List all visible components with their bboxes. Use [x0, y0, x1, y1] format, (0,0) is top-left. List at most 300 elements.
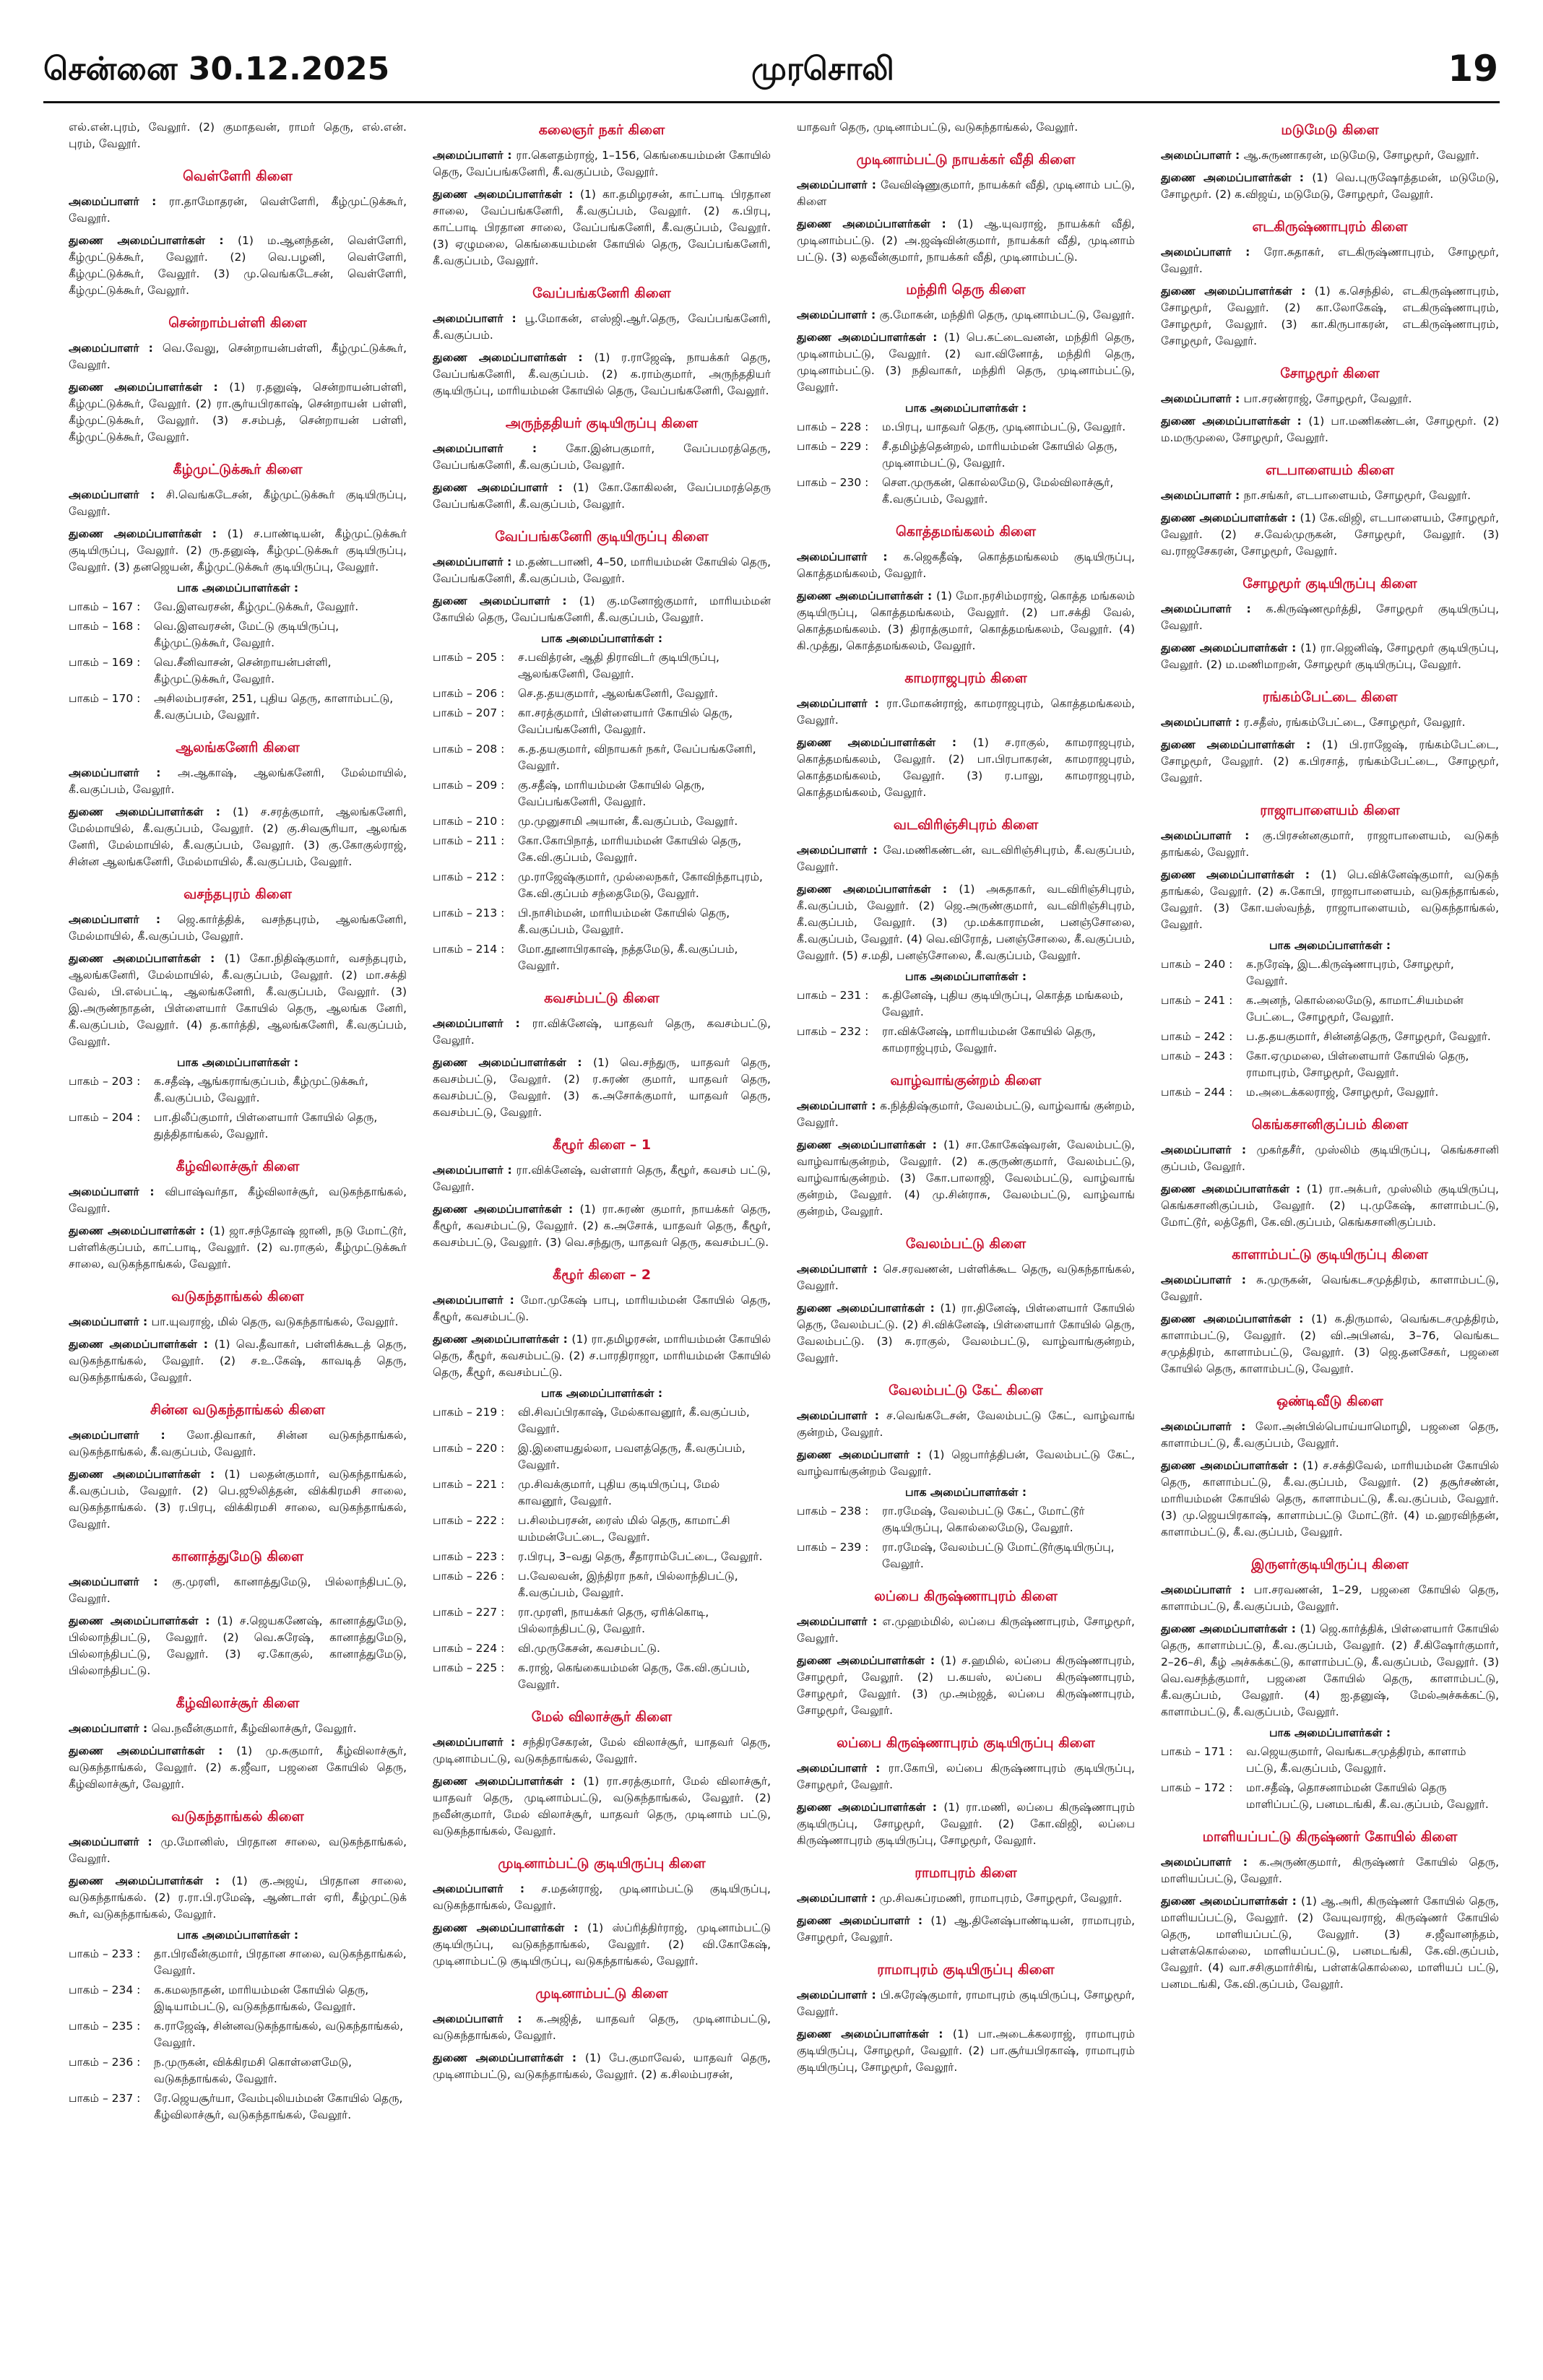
- role-label: அமைப்பாளர் :: [433, 1164, 517, 1177]
- branch-title: வாழ்வாங்குன்றம் கிளை: [890, 1073, 1042, 1089]
- role-label: துணை அமைப்பாளர்கள் :: [797, 2028, 953, 2041]
- role-label: துணை அமைப்பாளர்கள் :: [1161, 171, 1313, 184]
- member-entry: [797, 1987, 1135, 2020]
- branch-title: லப்பை கிருஷ்ணாபுரம் குடியிருப்பு கிளை: [837, 1735, 1095, 1751]
- column-2: [433, 119, 771, 2358]
- role-label: அமைப்பாளர் :: [797, 1989, 881, 2002]
- member-entry: [69, 1314, 407, 1330]
- member-details: வே.மணிகண்டன், வடவிரிஞ்சிபுரம், கீ.வகுப்பம், வேலூர்.: [797, 844, 1135, 873]
- role-label: துணை அமைப்பாளர்கள் :: [797, 217, 958, 230]
- role-label: அமைப்பாளர் :: [1161, 1856, 1260, 1869]
- member-details: (1) ச.பாண்டியன், கீழ்முட்டுக்கூர் குடியிருப்பு, வேலூர். (2) ரு.தனுஷ், கீழ்முட்டுக்கூர் குடியிருப்பு, வேலூர். (3) தனஜெயன், கீழ்முட்டுக்கூர் குடியிருப்பு, வேலூர்.: [69, 527, 407, 574]
- bagam-details: மு.முனுசாமி அயான், கீ.வகுப்பம், வேலூர்.: [518, 815, 738, 828]
- member-details: க.அருண்குமார், கிருஷ்ணர் கோயில் தெரு, மாளியப்பட்டு, வேலூர்.: [1161, 1856, 1499, 1885]
- member-details: ரா.விக்னேஷ், வள்ளார் தெரு, கீழூர், கவசம் பட்டு, வேலூர்.: [433, 1164, 771, 1193]
- role-label: அமைப்பாளர் :: [797, 178, 881, 191]
- branch-section: [797, 282, 1135, 508]
- role-label: அமைப்பாளர் :: [69, 766, 178, 779]
- issue-date: சென்னை 30.12.2025: [43, 51, 390, 87]
- member-entry: [1161, 1311, 1499, 1377]
- role-label: துணை அமைப்பாளர்கள் :: [433, 1056, 594, 1069]
- member-details: ஆ.சுருணாகரன், மடுமேடு, சோழமூர், வேலூர்.: [1243, 149, 1479, 162]
- role-label: துணை அமைப்பாளர்கள் :: [69, 1224, 209, 1237]
- bagam-heading: பாக அமைப்பாளர்கள் :: [1268, 939, 1391, 952]
- branch-title: காளாம்பட்டு குடியிருப்பு கிளை: [1232, 1247, 1428, 1263]
- branch-section: [797, 119, 1135, 136]
- branch-section: [1161, 122, 1499, 203]
- bagam-number: பாகம் – 224 :: [433, 1642, 505, 1655]
- member-details: (1) ஜா.சந்தோஷ் ஜானி, நடு மோட்டூர், பள்ளிக்குப்பம், காட்பாடி, வேலூர். (2) வ.ராகுல், கீழ்முட்டுக்கூர் சாலை, வடுகந்தாங்கல், வேலூர்.: [69, 1224, 407, 1271]
- bagam-number: பாகம் – 238 :: [797, 1505, 869, 1518]
- member-details: (1) ச.ராகுல், காமராஜபுரம், கொத்தமங்கலம், வேலூர். (2) பா.பிரபாகரன், காமராஜபுரம், கொத்தமங்கலம், வேலூர். (3) ர.பாலு, காமராஜபுரம், கொத்தமங்கலம், வேலூர்.: [797, 736, 1135, 799]
- branch-title: கீழூர் கிளை – 1: [552, 1137, 652, 1153]
- branch-title: எடகிருஷ்ணாபுரம் கிளை: [1252, 219, 1408, 235]
- branch-section: [1161, 1117, 1499, 1231]
- member-entry: [797, 696, 1135, 729]
- branch-section: [433, 285, 771, 399]
- branch-section: [797, 1236, 1135, 1367]
- bagam-row: [69, 2090, 407, 2124]
- column-4: [1161, 119, 1499, 2358]
- role-label: அமைப்பாளர் :: [69, 488, 166, 501]
- bagam-row: [797, 987, 1135, 1021]
- role-label: துணை அமைப்பாளர்கள் :: [1161, 1312, 1312, 1325]
- member-details: ரா.மோகன்ராஜ், காமராஜபுரம், கொத்தமங்கலம், வேலூர்.: [797, 697, 1135, 727]
- role-label: துணை அமைப்பாளர்கள் :: [69, 381, 230, 394]
- role-label: துணை அமைப்பாளர்கள் :: [1161, 868, 1321, 881]
- role-label: துணை அமைப்பாளர்கள் :: [797, 589, 936, 602]
- member-details: மு.மோனிஸ், பிரதான சாலை, வடுகந்தாங்கல், வேலூர்.: [69, 1835, 407, 1865]
- branch-title: வசந்தபுரம் கிளை: [183, 886, 292, 902]
- branch-section: [1161, 1557, 1499, 1813]
- role-label: அமைப்பாளர் :: [69, 195, 169, 208]
- member-entry: [1161, 147, 1499, 164]
- branch-section: [433, 1986, 771, 2083]
- bagam-number: பாகம் – 236 :: [69, 2056, 141, 2069]
- branch-section: [797, 817, 1135, 1057]
- member-entry: [433, 1292, 771, 1325]
- role-label: அமைப்பாளர் :: [433, 1017, 532, 1030]
- bagam-details: ம.அடைக்கலராஜ், சோழமூர், வேலூர்.: [1246, 1086, 1439, 1099]
- role-label: அமைப்பாளர் :: [797, 308, 880, 321]
- member-entry: [1161, 737, 1499, 787]
- member-details: மு.சிவசுப்ரமணி, ராமாபுரம், சோழமூர், வேலூர்.: [879, 1892, 1123, 1905]
- article-columns: [69, 119, 1499, 2358]
- member-entry: [433, 147, 771, 181]
- role-label: துணை அமைப்பாளர்கள் :: [797, 1801, 944, 1814]
- member-entry: [69, 1743, 407, 1793]
- bagam-row: [433, 941, 771, 974]
- branch-title: ராமாபுரம் கிளை: [915, 1865, 1017, 1881]
- member-details: யாதவர் தெரு, முடினாம்பட்டு, வடுகந்தாங்கல், வேலூர்.: [797, 121, 1079, 134]
- role-label: துணை அமைப்பாளர்கள் :: [433, 1333, 572, 1346]
- bagam-row: [433, 705, 771, 738]
- bagam-details: க.தினேஷ், புதிய குடியிருப்பு, கொத்த மங்கலம், வேலூர்.: [882, 989, 1123, 1018]
- role-label: அமைப்பாளர் :: [433, 312, 525, 325]
- branch-title: மந்திரி தெரு கிளை: [906, 282, 1026, 298]
- bagam-number: பாகம் – 240 :: [1161, 958, 1233, 971]
- bagam-details: க.சதீஷ், ஆங்கராங்குப்பம், கீழ்முட்டுக்கூர், கீ.வகுப்பம், வேலூர்.: [154, 1075, 368, 1104]
- bagam-row: [69, 599, 407, 615]
- branch-section: [797, 1865, 1135, 1946]
- member-details: (1) ஆ.தினேஷ்பாண்டியன், ராமாபுரம், சோழமூர், வேலூர்.: [797, 1914, 1135, 1944]
- member-entry: [69, 233, 407, 299]
- member-entry: [797, 1447, 1135, 1480]
- bagam-row: [433, 1640, 771, 1657]
- role-label: துணை அமைப்பாளர்கள் :: [69, 1874, 232, 1887]
- member-entry: [797, 1653, 1135, 1719]
- member-entry: [69, 1613, 407, 1679]
- member-details: பா.சரண்ராஜ், சோழமூர், வேலூர்.: [1243, 392, 1412, 405]
- member-entry: [797, 842, 1135, 875]
- role-label: துணை அமைப்பாளர்கள் :: [69, 1744, 237, 1757]
- member-entry: [797, 1799, 1135, 1849]
- bagam-heading: பாக அமைப்பாளர்கள் :: [540, 1387, 663, 1400]
- member-entry: [797, 216, 1135, 266]
- bagam-details: இ.இளையதுல்லா, பவளத்தெரு, கீ.வகுப்பம், வேலூர்.: [518, 1442, 745, 1471]
- role-label: அமைப்பாளர் :: [797, 1762, 889, 1775]
- branch-section: [69, 119, 407, 152]
- member-entry: [797, 1913, 1135, 1946]
- member-details: வெ.நவீன்குமார், கீழ்விலாச்சூர், வேலூர்.: [151, 1722, 357, 1735]
- role-label: அமைப்பாளர் :: [1161, 1143, 1257, 1156]
- bagam-details: மா.சதீஷ், தொசனாம்மன் கோயில் தெரு மாளிப்பட்டு, பனமடங்கி, கீ.வ.குப்பம், வேலூர்.: [1246, 1781, 1489, 1811]
- bagam-row: [797, 438, 1135, 472]
- member-details: (1) பா.அடைக்கலராஜ், ராமாபுரம் குடியிருப்பு, சோழமூர், வேலூர். (2) பா.சூர்யபிரகாஷ், ராமாபுரம் குடியிருப்பு, சோழமூர், வேலூர்.: [797, 2028, 1135, 2074]
- member-details: (1) ரா.ஜெனிஷ், சோழமூர் குடியிருப்பு, வேலூர். (2) ம.மணிமாறன், சோழமூர் குடியிருப்பு, வேலூர்.: [1161, 641, 1499, 671]
- bagam-number: பாகம் – 227 :: [433, 1606, 505, 1619]
- member-details: (1) பி.ராஜேஷ், ரங்கம்பேட்டை, சோழமூர், வேலூர். (2) க.பிரசாத், ரங்கம்பேட்டை, சோழமூர், வேலூர்.: [1161, 738, 1499, 784]
- branch-title: இருளர்குடியிருப்பு கிளை: [1251, 1557, 1409, 1572]
- member-details: (1) ரா.தினேஷ், பிள்ளையார் கோயில் தெரு, வேலம்பட்டு. (2) சி.விக்னேஷ், பிள்ளையார் கோயில் தெரு, வேலம்பட்டு. (3) சு.ராகுல், வேலம்பட்டு, வாழ்வாங்குன்றம், வேலூர்.: [797, 1302, 1135, 1364]
- branch-title: சோழமூர் கிளை: [1280, 365, 1380, 381]
- member-details: ரா.கௌதம்ராஜ், 1–156, கெங்கையம்மன் கோயில் தெரு, வேப்பங்கனேரி, கீ.வகுப்பம், வேலூர்.: [433, 149, 771, 178]
- member-details: (1) வெ.தீவாகர், பள்ளிக்கூடத் தெரு, வடுகந்தாங்கல், வேலூர். (2) ச.உ.கேஷ், காவடித் தெரு, வடுகந்தாங்கல், வேலூர்.: [69, 1338, 407, 1384]
- header-rule: [43, 101, 1500, 103]
- bagam-number: பாகம் – 220 :: [433, 1442, 505, 1455]
- role-label: அமைப்பாளர் :: [69, 1429, 187, 1442]
- member-details: (1) ச.சக்திவேல், மாரியம்மன் கோயில் தெரு, காளாம்பட்டு, கீ.வ.குப்பம், வேலூர். (2) தசூர்சண்ன், மாரியம்மன் கோயில் தெரு, காளாம்பட்டு, கீ.வ.குப்பம், வேலூர். (3) மு.ஜெயபிரகாஷ், காளாம்பட்டு மோட்டூர். (4) ம.ஹரவிந்தன், காளாம்பட்டு, கீ.வ.குப்பம், வேலூர்.: [1161, 1459, 1499, 1539]
- branch-title: வடுகந்தாங்கல் கிளை: [171, 1289, 304, 1304]
- branch-title: முடினாம்பட்டு குடியிருப்பு கிளை: [498, 1856, 706, 1871]
- bagam-row: [1161, 1744, 1499, 1777]
- member-entry: [1161, 601, 1499, 634]
- bagam-number: பாகம் – 232 :: [797, 1025, 869, 1038]
- bagam-row: [433, 777, 771, 810]
- member-details: செ.சரவணன், பள்ளிக்கூட தெரு, வடுகந்தாங்கல், வேலூர்.: [797, 1263, 1135, 1292]
- bagam-details: கா.சரத்குமார், பிள்ளையார் கோயில் தெரு, வேப்பங்கனேரி, வேலூர்.: [518, 706, 733, 736]
- member-entry: [69, 1721, 407, 1737]
- member-details: க.கிருஷ்ணமூர்த்தி, சோழமூர் குடியிருப்பு, வேலூர்.: [1161, 602, 1499, 632]
- member-details: (1) க.திருமால், வெங்கடசமுத்திரம், காளாம்பட்டு, வேலூர். (2) வி.அபினவ், 3–76, வெங்கட சமுத்திரம், காளாம்பட்டு, வேலூர். (3) ஜெ.தனசேகர், பஜனை கோயில் தெரு, காளாம்பட்டு, வேலூர்.: [1161, 1312, 1499, 1375]
- bagam-details: ர.பிரபு, 3–வது தெரு, சீதாராம்பேட்டை, வேலூர்.: [518, 1550, 763, 1563]
- bagam-details: ரா.ரமேஷ், வேலம்பட்டு மோட்டூர்குடியிருப்பு, வேலூர்.: [882, 1541, 1115, 1570]
- role-label: அமைப்பாளர் :: [797, 697, 887, 710]
- role-label: துணை அமைப்பாளர் :: [433, 594, 579, 607]
- page-header: [0, 0, 1543, 108]
- member-entry: [69, 119, 407, 152]
- branch-title: சின்ன வடுகந்தாங்கல் கிளை: [150, 1402, 325, 1418]
- member-entry: [797, 1137, 1135, 1220]
- bagam-row: [433, 741, 771, 774]
- member-details: பா.சரவணன், 1–29, பஜனை கோயில் தெரு, காளாம்பட்டு, கீ.வகுப்பம், வேலூர்.: [1161, 1583, 1499, 1613]
- member-details: ரோ.சுதாகர், எடகிருஷ்ணாபுரம், சோழமூர், வேலூர்.: [1161, 246, 1499, 275]
- member-details: (1) பே.குமாவேல், யாதவர் தெரு, முடினாம்பட்டு, வடுகந்தாங்கல், வேலூர். (2) க.சிலம்பரசன்,: [433, 2051, 771, 2081]
- member-details: விபாஷ்வர்தா, கீழ்விலாச்சூர், வடுகந்தாங்கல், வேலூர்.: [69, 1185, 407, 1215]
- branch-title: வெள்ளேரி கிளை: [183, 168, 293, 184]
- bagam-row: [69, 1109, 407, 1143]
- member-details: லோ.திவாகர், சின்ன வடுகந்தாங்கல், வடுகந்தாங்கல், கீ.வகுப்பம், வேலூர்.: [69, 1429, 407, 1458]
- role-label: துணை அமைப்பாளர்கள் :: [433, 1203, 580, 1216]
- role-label: துணை அமைப்பாளர் :: [433, 481, 574, 494]
- member-details: வேவிஷ்ணுகுமார், நாயக்கர் வீதி, முடினாம் பட்டு, கிளை: [797, 178, 1135, 208]
- member-entry: [69, 804, 407, 870]
- bagam-number: பாகம் – 233 :: [69, 1947, 141, 1960]
- branch-section: [1161, 689, 1499, 787]
- member-details: க.நித்திஷ்குமார், வேலம்பட்டு, வாழ்வாங் குன்றம், வேலூர்.: [797, 1099, 1135, 1129]
- role-label: அமைப்பாளர் :: [797, 1892, 880, 1905]
- member-details: முகர்தசீர், முஸ்லிம் குடியிருப்பு, கெங்கசானி குப்பம், வேலூர்.: [1161, 1143, 1499, 1173]
- role-label: அமைப்பாளர் :: [1161, 829, 1263, 842]
- bagam-number: பாகம் – 229 :: [797, 440, 869, 453]
- member-entry: [1161, 244, 1499, 277]
- bagam-row: [433, 1440, 771, 1474]
- member-entry: [1161, 413, 1499, 446]
- role-label: துணை அமைப்பாளர் :: [797, 1914, 931, 1927]
- bagam-number: பாகம் – 241 :: [1161, 994, 1233, 1007]
- member-entry: [433, 2011, 771, 2044]
- bagam-details: பி.நாசிம்மன், மாரியம்மன் கோயில் தெரு, கீ.வகுப்பம், வேலூர்.: [518, 906, 730, 936]
- bagam-number: பாகம் – 222 :: [433, 1514, 505, 1527]
- branch-section: [69, 740, 407, 870]
- bagam-number: பாகம் – 242 :: [1161, 1030, 1233, 1043]
- branch-title: கலைஞர் நகர் கிளை: [538, 122, 665, 138]
- role-label: துணை அமைப்பாளர்கள் :: [1161, 1622, 1300, 1635]
- bagam-details: க.ராஜேஷ், சின்னவடுகந்தாங்கல், வடுகந்தாங்கல், வேலூர்.: [154, 2020, 404, 2049]
- role-label: துணை அமைப்பாளர்கள் :: [1161, 285, 1315, 298]
- branch-title: கொத்தமங்கலம் கிளை: [895, 524, 1037, 540]
- bagam-number: பாகம் – 225 :: [433, 1661, 505, 1674]
- branch-title: கானாத்துமேடு கிளை: [171, 1549, 304, 1565]
- member-details: ரா.தாமோதரன், வெள்ளேரி, கீழ்முட்டுக்கூர், வேலூர்.: [69, 195, 407, 225]
- bagam-heading: பாக அமைப்பாளர்கள் :: [176, 1929, 299, 1942]
- bagam-details: வி.முருகேசன், கவசம்பட்டு.: [518, 1642, 660, 1655]
- bagam-number: பாகம் – 223 :: [433, 1550, 505, 1563]
- member-details: (1) பெ.கட்டைவனன், மந்திரி தெரு, முடினாம்பட்டு, வேலூர். (2) வா.வினோத், மந்திரி தெரு, முடினாம்பட்டு. (3) நதிவாகர், மந்திரி தெரு, முடினாம்பட்டு, வேலூர்.: [797, 331, 1135, 394]
- role-label: துணை அமைப்பாளர்கள் :: [1161, 1895, 1301, 1908]
- role-label: அமைப்பாளர் :: [69, 1835, 161, 1848]
- member-details: எல்.என்.புரம், வேலூர். (2) குமாதவன், ராமர் தெரு, எல்.என். புரம், வேலூர்.: [69, 121, 407, 150]
- member-entry: [1161, 714, 1499, 731]
- member-details: (1) வெ.புருஷோத்தமன், மடுமேடு, சோழமூர். (2) க.விஜய், மடுமேடு, சோழமூர், வேலூர்.: [1161, 171, 1499, 201]
- member-details: வெ.வேலு, சென்றாயன்பள்ளி, கீழ்முட்டுக்கூர், வேலூர்.: [69, 342, 407, 371]
- bagam-row: [1161, 1048, 1499, 1081]
- member-entry: [433, 1016, 771, 1049]
- branch-section: [797, 1073, 1135, 1220]
- branch-section: [69, 1289, 407, 1386]
- member-details: (1) பலதன்குமார், வடுகந்தாங்கல், கீ.வகுப்பம், வேலூர். (2) பெ.ஜூலித்தன், விக்கிரமசி சாலை, வடுகந்தாங்கல். (3) ர.பிரபு, விக்கிரமசி சாலை, வடுகந்தாங்கல், வேலூர்.: [69, 1468, 407, 1531]
- member-entry: [433, 350, 771, 399]
- bagam-number: பாகம் – 237 :: [69, 2092, 141, 2105]
- member-entry: [797, 329, 1135, 396]
- bagam-row: [433, 1660, 771, 1693]
- member-entry: [433, 1920, 771, 1970]
- member-entry: [433, 1331, 771, 1381]
- bagam-details: வெ.சீனிவாசன், சென்றாயன்பள்ளி, கீழ்முட்டுக்கூர், வேலூர்.: [154, 656, 332, 685]
- bagam-details: சௌ.முருகன், கொல்லமேடு, மேல்விலாச்சூர், கீ.வகுப்பம், வேலூர்.: [882, 476, 1114, 506]
- member-details: (1) கோ.கோகிலன், வேப்பமரத்தெரு வேப்பங்கனேரி, கீ.வகுப்பம், வேலூர்.: [433, 481, 771, 511]
- branch-title: வேலம்பட்டு கிளை: [905, 1236, 1026, 1252]
- member-details: (1) கு.அஜய், பிரதான சாலை, வடுகந்தாங்கல். (2) ர.ரா.பி.ரமேஷ், ஆண்டாள் ஏரி, கீழ்முட்டுக் கூர், வடுகந்தாங்கல், வேலூர்.: [69, 1874, 407, 1921]
- role-label: அமைப்பாளர் :: [433, 555, 516, 568]
- bagam-details: க.கமலநாதன், மாரியம்மன் கோயில் தெரு, இடியாம்பட்டு, வடுகந்தாங்கல், வேலூர்.: [154, 1983, 369, 2013]
- member-entry: [1161, 867, 1499, 933]
- bagam-heading: பாக அமைப்பாளர்கள் :: [176, 581, 299, 594]
- member-details: (1) ரா.சரத்குமார், மேல் விலாச்சூர், யாதவர் தெரு, முடினாம்பட்டு, வடுகந்தாங்கல், வேலூர். (2) நவீன்குமார், மேல் விலாச்சூர், யாதவர் தெரு, முடினாம் பட்டு, வடுகந்தாங்கல், வேலூர்.: [433, 1775, 771, 1838]
- role-label: அமைப்பாளர் :: [433, 442, 566, 455]
- member-details: எ.முஹம்மில், லப்பை கிருஷ்ணாபுரம், சோழமூர், வேலூர்.: [797, 1615, 1135, 1645]
- branch-title: மாளியப்பட்டு கிருஷ்ணர் கோயில் கிளை: [1202, 1829, 1458, 1845]
- role-label: துணை அமைப்பாளர்கள் :: [69, 234, 238, 247]
- branch-section: [433, 529, 771, 974]
- bagam-number: பாகம் – 207 :: [433, 706, 505, 719]
- member-details: (1) ஆ.யுவராஜ், நாயக்கர் வீதி, முடினாம்பட்டு. (2) அ.ஜஷ்வின்குமார், நாயக்கர் வீதி, முடினாம் பட்டு. (3) லதவீன்குமார், நாயக்கர் வீதி, முடினாம்பட்டு.: [797, 217, 1135, 264]
- bagam-number: பாகம் – 239 :: [797, 1541, 869, 1554]
- member-details: பி.சுரேஷ்குமார், ராமாபுரம் குடியிருப்பு, சோழமூர், வேலூர்.: [797, 1989, 1135, 2018]
- branch-title: முடினாம்பட்டு நாயக்கர் வீதி கிளை: [856, 152, 1076, 168]
- bagam-details: ரா.முரளி, நாயக்கர் தெரு, ஏரிக்கொடி, பில்லாந்திபட்டு, வேலூர்.: [518, 1606, 709, 1635]
- member-entry: [1161, 283, 1499, 350]
- member-details: லோ.அன்பில்பொய்யாமொழி, பஜனை தெரு, காளாம்பட்டு, கீ.வகுப்பம், வேலூர்.: [1161, 1420, 1499, 1450]
- bagam-heading: பாக அமைப்பாளர்கள் :: [176, 1056, 299, 1069]
- bagam-row: [433, 1604, 771, 1637]
- member-details: அ.ஆகாஷ், ஆலங்கனேரி, மேல்மாயில், கீ.வகுப்பம், வேலூர்.: [69, 766, 407, 796]
- bagam-details: கோ.ஏமுமலை, பிள்ளையார் கோயில் தெரு, ராமாபுரம், சோழமூர், வேலூர்.: [1246, 1050, 1469, 1079]
- bagam-details: மோ.தூனாபிரகாஷ், நத்தமேடு, கீ.வகுப்பம், வேலூர்.: [518, 943, 738, 972]
- branch-title: எடபாளையம் கிளை: [1265, 462, 1395, 478]
- member-entry: [433, 554, 771, 587]
- bagam-details: க.அனந், கொல்லைமேடு, காமாட்சியம்மன் பேட்டை, சோழமூர், வேலூர்.: [1246, 994, 1464, 1024]
- branch-title: கெங்கசானிகுப்பம் கிளை: [1251, 1117, 1409, 1133]
- bagam-number: பாகம் – 169 :: [69, 656, 141, 669]
- bagam-details: ம.பிரபு, யாதவர் தெரு, முடினாம்பட்டு, வேலூர்.: [882, 420, 1126, 433]
- bagam-number: பாகம் – 230 :: [797, 476, 869, 489]
- member-entry: [433, 2050, 771, 2083]
- branch-section: [1161, 1393, 1499, 1541]
- branch-title: லப்பை கிருஷ்ணாபுரம் கிளை: [874, 1588, 1058, 1604]
- member-entry: [1161, 1272, 1499, 1305]
- member-entry: [69, 379, 407, 446]
- member-details: (1) ரா.அக்பர், முஸ்லிம் குடியிருப்பு, கெங்கசானிகுப்பம், வேலூர். (2) பு.முகேஷ், காளாம்பட்டு, மோட்டூர், லத்தேரி, கே.வி.குப்பம், கெங்கசானிகுப்பம்.: [1161, 1182, 1499, 1229]
- bagam-details: க.நரேஷ், இட.கிருஷ்ணாபுரம், சோழமூர், வேலூர்.: [1246, 958, 1454, 987]
- role-label: துணை அமைப்பாளர்கள் :: [433, 188, 580, 201]
- bagam-number: பாகம் – 212 :: [433, 870, 505, 883]
- branch-title: ரங்கம்பேட்டை கிளை: [1262, 689, 1398, 705]
- bagam-row: [69, 654, 407, 688]
- member-details: ரா.விக்னேஷ், யாதவர் தெரு, கவசம்பட்டு, வேலூர்.: [433, 1017, 771, 1047]
- member-entry: [797, 735, 1135, 801]
- branch-section: [69, 886, 407, 1143]
- branch-title: மடுமேடு கிளை: [1281, 122, 1379, 138]
- branch-section: [1161, 576, 1499, 673]
- member-entry: [1161, 1142, 1499, 1175]
- bagam-details: மு.சிவக்குமார், புதிய குடியிருப்பு, மேல் காவனூர், வேலூர்.: [518, 1478, 720, 1507]
- member-details: (1) வெ.சந்துரு, யாதவர் தெரு, கவசம்பட்டு, வேலூர். (2) ர.சுரண் குமார், யாதவர் தெரு, கவசம்பட்டு, வேலூர். (3) க.அசோக்குமார், யாதவர் தெரு, கவசம்பட்டு, வேலூர்.: [433, 1056, 771, 1119]
- member-details: (1) ச.சரத்குமார், ஆலங்கனேரி, மேல்மாயில், கீ.வகுப்பம், வேலூர். (2) கு.சிவசூரியா, ஆலங்க னேரி, மேல்மாயில், கீ.வகுப்பம், வேலூர். (3) கு.கோகுல்ராஜ், சின்ன ஆலங்கனேரி, மேல்மாயில், கீ.வகுப்பம், வேலூர்.: [69, 805, 407, 868]
- role-label: துணை அமைப்பாளர்கள் :: [1161, 1182, 1307, 1195]
- branch-title: மேல் விலாச்சூர் கிளை: [531, 1709, 673, 1725]
- branch-title: கவசம்பட்டு கிளை: [544, 990, 660, 1006]
- member-details: கு.முரளி, கானாத்துமேடு, பில்லாந்திபட்டு, வேலூர்.: [69, 1575, 407, 1605]
- branch-title: முடினாம்பட்டு கிளை: [535, 1986, 668, 2002]
- branch-section: [1161, 219, 1499, 350]
- bagam-number: பாகம் – 244 :: [1161, 1086, 1233, 1099]
- member-details: (1) கோ.நிதிஷ்குமார், வசந்தபுரம், ஆலங்கனேரி, மேல்மாயில், கீ.வகுப்பம், வேலூர். (2) மா.சக்தி வேல், பி.எல்பட்டி, ஆலங்கனேரி, கீ.வகுப்பம், வேலூர். (3) இ.அருண்நாதன், பிள்ளையார் கோயில் தெரு, ஆலங்க னேரி, கீ.வகுப்பம், வேலூர். (4) த.கார்த்தி, ஆலங்கனேரி, கீ.வகுப்பம், வேலூர்.: [69, 952, 407, 1048]
- bagam-row: [797, 419, 1135, 436]
- member-entry: [69, 1466, 407, 1533]
- role-label: அமைப்பாளர் :: [69, 1575, 173, 1588]
- member-entry: [797, 1614, 1135, 1647]
- branch-title: கீழ்முட்டுக்கூர் கிளை: [173, 462, 303, 477]
- member-entry: [797, 881, 1135, 964]
- member-entry: [1161, 1854, 1499, 1887]
- member-entry: [433, 186, 771, 269]
- bagam-heading: பாக அமைப்பாளர்கள் :: [904, 402, 1027, 415]
- bagam-row: [797, 1539, 1135, 1572]
- member-entry: [69, 1427, 407, 1461]
- member-entry: [69, 526, 407, 576]
- branch-title: அருந்ததியர் குடியிருப்பு கிளை: [505, 415, 699, 431]
- member-details: (1) ச.ஜெயகணேஷ், கானாத்துமேடு, பில்லாந்திபட்டு, வேலூர். (2) வெ.சுரேஷ், கானாத்துமேடு, பில்லாந்திபட்டு, வேலூர். (3) ஏ.கோகுல், கானாத்துமேடு, பில்லாந்திபட்டு.: [69, 1614, 407, 1677]
- role-label: அமைப்பாளர் :: [797, 1409, 887, 1422]
- role-label: அமைப்பாளர் :: [433, 1294, 521, 1307]
- member-entry: [797, 1261, 1135, 1294]
- bagam-number: பாகம் – 213 :: [433, 906, 505, 919]
- bagam-number: பாகம் – 167 :: [69, 600, 141, 613]
- role-label: அமைப்பாளர் :: [1161, 489, 1244, 502]
- member-details: (1) ஸ்ப்ரித்திர்ராஜ், முடினாம்பட்டு குடியிருப்பு, வடுகந்தாங்கல், வேலூர். (2) வி.கோகேஷ், முடினாம்பட்டு குடியிருப்பு, வடுகந்தாங்கல், வேலூர்.: [433, 1921, 771, 1968]
- bagam-number: பாகம் – 231 :: [797, 989, 869, 1002]
- bagam-number: பாகம் – 228 :: [797, 420, 869, 433]
- role-label: துணை அமைப்பாளர்கள் :: [69, 805, 233, 818]
- member-entry: [433, 1734, 771, 1767]
- member-entry: [797, 177, 1135, 210]
- member-entry: [69, 912, 407, 945]
- branch-title: கீழூர் கிளை – 2: [552, 1267, 652, 1283]
- bagam-details: க.ராஜ், கெங்கையம்மன் தெரு, கே.வி.குப்பம், வேலூர்.: [518, 1661, 750, 1691]
- bagam-heading: பாக அமைப்பாளர்கள் :: [904, 1486, 1027, 1499]
- role-label: துணை அமைப்பாளர்கள் :: [69, 527, 228, 540]
- bagam-details: ப.சிலம்பரசன், ரைஸ் மில் தெரு, காமாட்சி யம்மன்பேட்டை, வேலூர்.: [518, 1514, 730, 1544]
- bagam-row: [797, 1024, 1135, 1057]
- role-label: அமைப்பாளர் :: [1161, 246, 1264, 259]
- role-label: அமைப்பாளர் :: [797, 1263, 883, 1276]
- role-label: அமைப்பாளர் :: [69, 1722, 152, 1735]
- member-entry: [797, 1408, 1135, 1441]
- member-entry: [1161, 170, 1499, 203]
- bagam-row: [433, 905, 771, 938]
- branch-section: [797, 1382, 1135, 1572]
- bagam-row: [433, 685, 771, 702]
- member-entry: [797, 119, 1135, 136]
- role-label: துணை அமைப்பாளர்கள் :: [1161, 738, 1323, 751]
- branch-section: [797, 152, 1135, 266]
- role-label: அமைப்பாளர் :: [69, 1185, 165, 1198]
- branch-title: வேலம்பட்டு கேட் கிளை: [889, 1382, 1043, 1398]
- bagam-number: பாகம் – 234 :: [69, 1983, 141, 1996]
- member-entry: [797, 588, 1135, 654]
- branch-title: காமராஜபுரம் கிளை: [904, 670, 1027, 686]
